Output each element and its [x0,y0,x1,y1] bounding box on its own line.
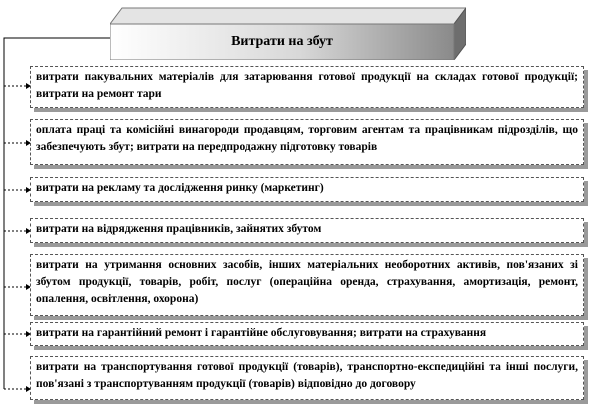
cost-item-business-trips [30,218,584,243]
cost-item-text: витрати на рекламу та дослідження ринку (маркетинг) [36,182,324,194]
cost-item-transportation [30,356,584,400]
cost-item-text: витрати на транспортування готової продукції (товарів), транспортно-експедиційні та інші послуги, пов'язані з транспортуванням продукції (товарів) відповідно до договору [36,361,578,390]
cost-item-marketing [30,177,584,202]
cost-item-text: оплата праці та комісійні винагороди продавцям, торговим агентам та працівникам підрозділів, що забезпечують збут; витрати на передпродажну підготовку товарів [36,124,578,153]
diagram-title: Витрати на збут [231,34,333,49]
cost-item-text: витрати на утримання основних засобів, інших матеріальних необоротних активів, пов'язаних зі збутом продукції, товарів, робіт, послуг (операційна оренда, страхування, амортизація, ремонт, опалення, освітлення, охорона) [36,259,578,305]
cost-item-fixed-assets [30,254,584,316]
connector-arrows [4,83,31,392]
cost-item-text: витрати на відрядження працівників, зайнятих збутом [36,223,322,235]
cost-item-salaries [30,119,584,165]
cost-item-packaging [30,66,584,108]
cost-item-text: витрати на гарантійний ремонт і гарантійне обслуговування; витрати на страхування [36,327,487,339]
cost-item-text: витрати пакувальних матеріалів для затарювання готової продукції на складах готової продукції; витрати на ремонт тари [36,71,578,100]
cost-item-warranty [30,322,584,346]
